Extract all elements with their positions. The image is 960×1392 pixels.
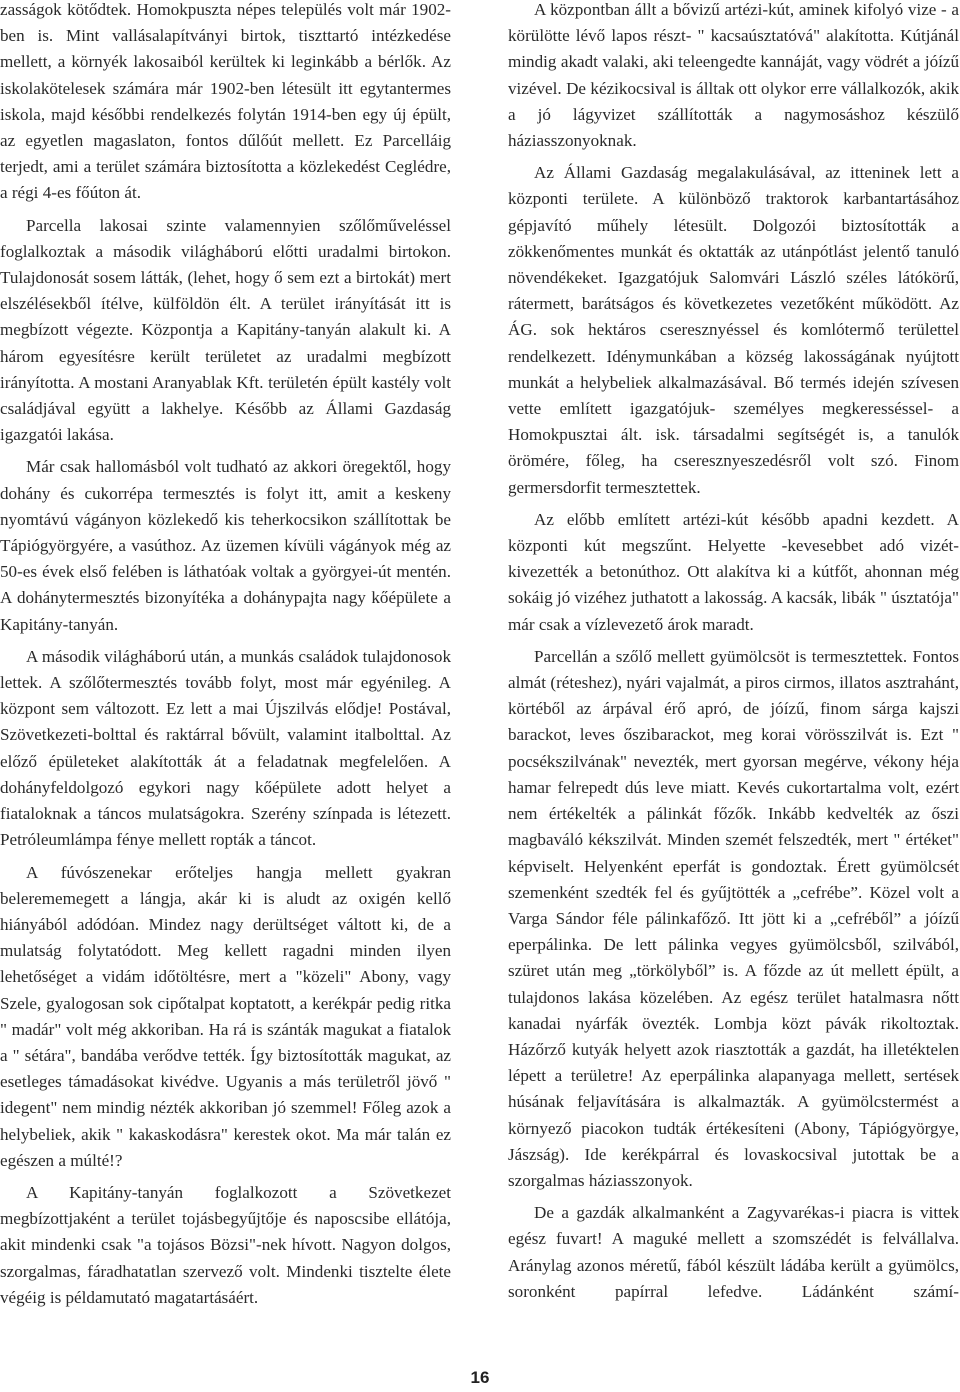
paragraph: Az előbb említett artézi-kút később apadni kezdett. A központi kút megszűnt. Helyette -kevesebbet adó vizét- kivezették a betonúthoz. Ott alakítva ki a kútfőt, ahonnan még sokáig jó vizéhez juthatott a lakosság. A kacsák, libák " úsztatója" már csak a vízlevezető árok maradt. <box>508 509 959 634</box>
paragraph: De a gazdák alkalmanként a Zagyvarékas-i piacra is vittek egész fuvart! A maguké mellett a szomszédét is felvállalva. Aránylag azonos méretű, fából készült ládába került a gyümölcs, soronként papírral lefedve. Ládánként számí- <box>508 1203 959 1301</box>
paragraph: A második világháború után, a munkás családok tulajdonosok lettek. A szőlőtermesztés tovább folyt, most már egyénileg. A központ sem változott. Ez lett a mai Újszilvás elődje! Postával, Szövetkezeti-bolttal és raktárral bővült, valamint italbolttal. Az előző épületeket alakították át a feladatnak megfelelően. A dohányfeldolgozó egykori nagy kőépülete adott helyet a fiataloknak a táncos mulatságokra. Szerény színpada is létezett. Petróleumlámpa fénye mellett ropták a táncot. <box>0 646 451 850</box>
paragraph: Már csak hallomásból volt tudható az akkori öregektől, hogy dohány és cukorrépa termesztés is folyt itt, amit a keskeny nyomtávú vágányon közlekedő kis teherkocsikon szállítottak be Tápiógyörgyére, a vasúthoz. Az üzemen kívüli vágányok még az 50-es évek első felében is láthatóak voltak a györgyei-út mentén. A dohánytermesztés bizonyítéka a dohánypajta nagy kőépülete a Kapitány-tanyán. <box>0 457 451 634</box>
paragraph: Parcellán a szőlő mellett gyümölcsöt is termesztettek. Fontos almát (réteshez), nyári vajalmát, a piros cirmos, illatos asztrahánt, körtéből az árpával érő apró, de jóízű, finom sárga kajszi barackot, leves őszibarackot, meg korai vörösszilvát is. Ezt " pocsékszilvának" nevezték, mert gyorsan megérve, vékony héja hamar felrepedt dús leve miatt. Kevés cukortartalma volt, ezért nem értékelték a pálinkát főzők. Inkább kedvelték az őszi magbaváló kékszilvát. Minden szemét felszedték, mert " értéket" képviselt. Helyenként eperfát is gondoztak. Érett gyümölcsét szemenként szedték fel és gyűjtötték a „cefrébe”. Közel volt a Varga Sándor féle pálinkafőző. Itt jött ki a „cefréből” a jóízű eperpálinka. De lett pálinka vegyes gyümölcsből, szilvából, szüret után meg „törkölyből” is. A főzde az út mellett épült, a tulajdonos lakása közelében. Az egész terület hatalmasra nőtt kanadai nyárfák övezték. Lombja közt pávák rikoltoztak. Házőrző kutyák helyett azok riasztották a gazdát, ha illetéktelen lépett a területre! Az eperpálinka alapanyaga mellett, sertések húsának feljavítására is alkalmazták. A gyümölcstermést a környező piacokon tudták értékesíteni (Abony, Tápiógyörgye, Jászság). Ide kerékpárral és lovaskocsival jutottak be a szorgalmas háziasszonyok. <box>508 646 959 1190</box>
paragraph: Az Állami Gazdaság megalakulásával, az itteninek lett a központi területe. A különböző traktorok karbantartásához gépjavító műhely létesült. Dolgozói biztosították a zökkenőmentes munkát és oktatták az utánpótlást jelentő tanuló növendékeket. Igazgatójuk Salomvári László széles látókörű, rátermett, barátságos és következetes vezetőként működött. Az ÁG. sok hektáros cseresznyéssel és komlótermő területtel rendelkezett. Idénymunkában a község lakosságának nyújtott munkát a helybeliek alkalmazásával. Bő termés idején szívesen vette említett igazgatójuk- személyes megkeresséssel- a Homokpusztai ált. isk. társadalmi segítségét is, a tanulók örömére, főleg, ha cseresznyeszedésről volt szó. Finom germersdorfit termesztettek. <box>508 163 959 497</box>
paragraph: zasságok kötődtek. Homokpuszta népes település volt már 1902-ben is. Mint vallásalapítványi birtok, tiszttartó intézkedése mellett, a környék lakosaiból kerültek ki leginkább a bérlők. Az iskolakötelesek számára már 1902-ben létesült itt egytantermes iskola, majd későbbi rendelkezés folytán 1914-ben egy új épült, az egyetlen magaslaton, fontos dűlőút mellett. Ez Parcelláig terjedt, ami a terület számára biztosította a közlekedést Ceglédre, a régi 4-es főúton át. <box>0 0 451 203</box>
paragraph: A központban állt a bővizű artézi-kút, aminek kifolyó vize - a körülötte lévő lapos részt- " kacsaúsztatóvá" alakította. Kútjánál mindig akadt valaki, aki teleengedte kannáját, vagy vödrét a jóízű vizével. De kézikocsival is álltak ott olykor erre vállalkozók, akik a jó lágyvizet szállították a nagymosáshoz készülő háziasszonyoknak. <box>508 0 959 151</box>
right-text-column <box>508 0 959 1305</box>
paragraph: Parcella lakosai szinte valamennyien szőlőműveléssel foglalkoztak a második világháború előtti uradalmi birtokon. Tulajdonosát sosem látták, (lehet, hogy ő sem ezt a birtokát) mert elszélésekből ítélve, külföldön élt. A terület irányítását itt is megbízott végezte. Központja a Kapitány-tanyán alakult ki. A három egyesítésre került területet az uradalmi megbízott irányította. A mostani Aranyablak Kft. területén épült kastély volt családjával együtt a lakhelye. Később az Állami Gazdaság igazgatói lakása. <box>0 215 451 445</box>
paragraph: A Kapitány-tanyán foglalkozott a Szövetkezet megbízottjaként a terület tojásbegyűjtője és naposcsibe ellátója, akit mindenki csak "a tojásos Bözsi"-nek hívott. Nagyon dolgos, szorgalmas, fáradhatatlan szervező volt. Mindenki tisztelte élete végéig is példamutató magatartásáért. <box>0 1182 451 1307</box>
left-text-column <box>0 0 451 1311</box>
paragraph: A fúvószenekar erőteljes hangja mellett gyakran belerememegett a lángja, akár ki is aludt az oxigén kellő hiányából adódóan. Mindez nagy derültséget váltott ki, de a mulatság folytatódott. Meg kellett ragadni minden ilyen lehetőséget a vidám időtöltésre, mert a "közeli" Abony, vagy Szele, gyalogosan sok cipőtalpat koptatott, a kerékpár pedig ritka " madár" volt még akkoriban. Ha rá is szánták magukat a fiatalok a " sétára", bandába verődve tették. Így biztosították magukat, az esetleges támadásokat kivédve. Ugyanis a más területről jövő " idegent" nem mindig nézték akkoriban jó szemmel! Főleg azok a helybeliek, akik " kakaskodásra" kerestek okot. Ma már talán ez egészen a múlté!? <box>0 862 451 1170</box>
page-number: 16 <box>470 1368 490 1387</box>
